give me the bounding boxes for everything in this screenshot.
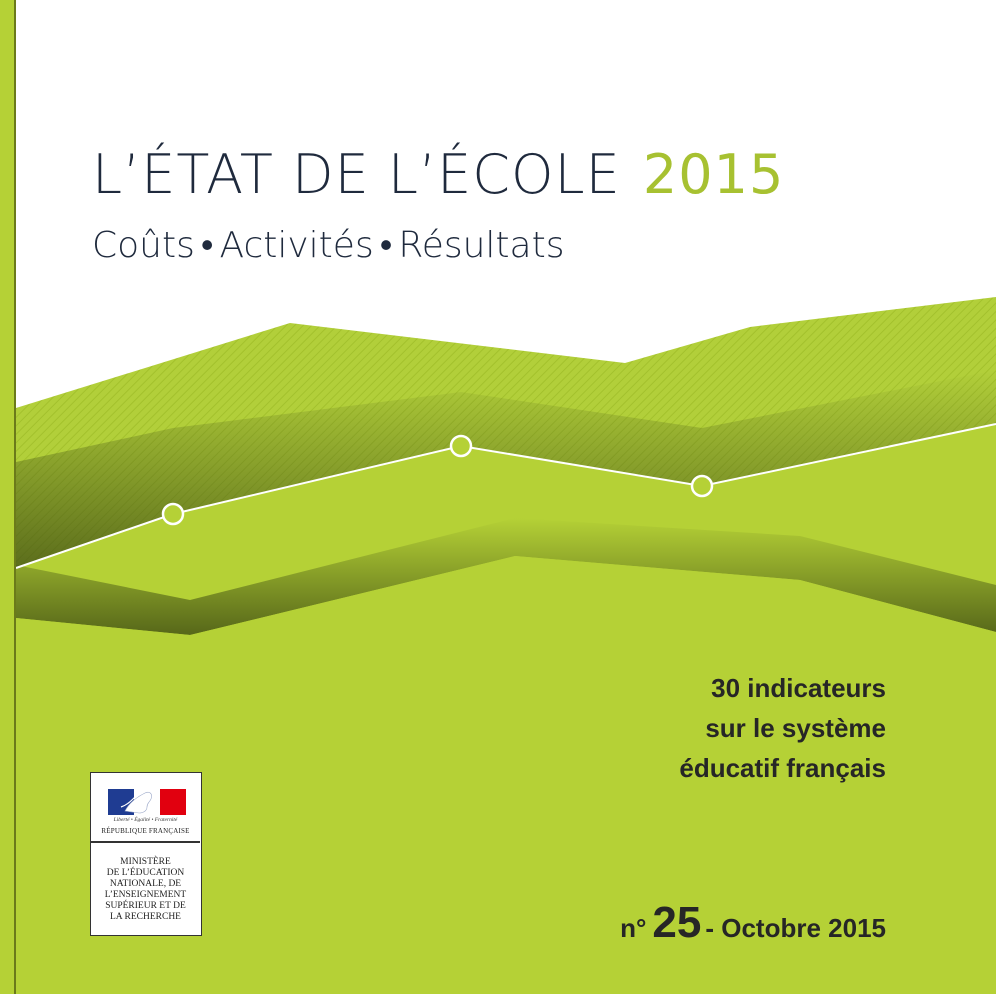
issue-info bbox=[620, 898, 886, 948]
tagline-line-1: 30 indicateurs bbox=[711, 673, 886, 703]
logo-divider bbox=[91, 841, 200, 843]
issue-date: - Octobre 2015 bbox=[705, 913, 886, 943]
subtitle-item-costs: Coûts bbox=[92, 225, 195, 266]
title-year: 2015 bbox=[642, 143, 785, 206]
cover-subtitle bbox=[92, 225, 565, 266]
cover-title bbox=[92, 143, 785, 206]
republic-motto: Liberté • Égalité • Fraternité bbox=[113, 817, 178, 823]
subtitle-item-activities: Activités bbox=[219, 225, 374, 266]
ministry-logo bbox=[90, 772, 202, 936]
cover-tagline bbox=[679, 668, 886, 788]
issue-prefix: n° bbox=[620, 913, 647, 943]
issue-number: 25 bbox=[652, 898, 702, 947]
subtitle-item-results: Résultats bbox=[398, 225, 565, 266]
trend-marker-2 bbox=[451, 436, 471, 456]
tagline-line-3: éducatif français bbox=[679, 753, 886, 783]
subtitle-separator: • bbox=[200, 225, 214, 266]
republic-name: RÉPUBLIQUE FRANÇAISE bbox=[101, 827, 190, 835]
ministry-name: MINISTÈRE DE L’ÉDUCATION NATIONALE, DE L’ENSEIGNEMENT SUPÉRIEUR ET DE LA RECHERCHE bbox=[104, 857, 187, 922]
trend-marker-3 bbox=[692, 476, 712, 496]
left-edge-bar bbox=[0, 0, 16, 994]
tagline-line-2: sur le système bbox=[705, 713, 886, 743]
trend-marker-1 bbox=[163, 504, 183, 524]
subtitle-separator: • bbox=[379, 225, 393, 266]
title-main: L’ÉTAT DE L’ÉCOLE bbox=[92, 143, 621, 206]
